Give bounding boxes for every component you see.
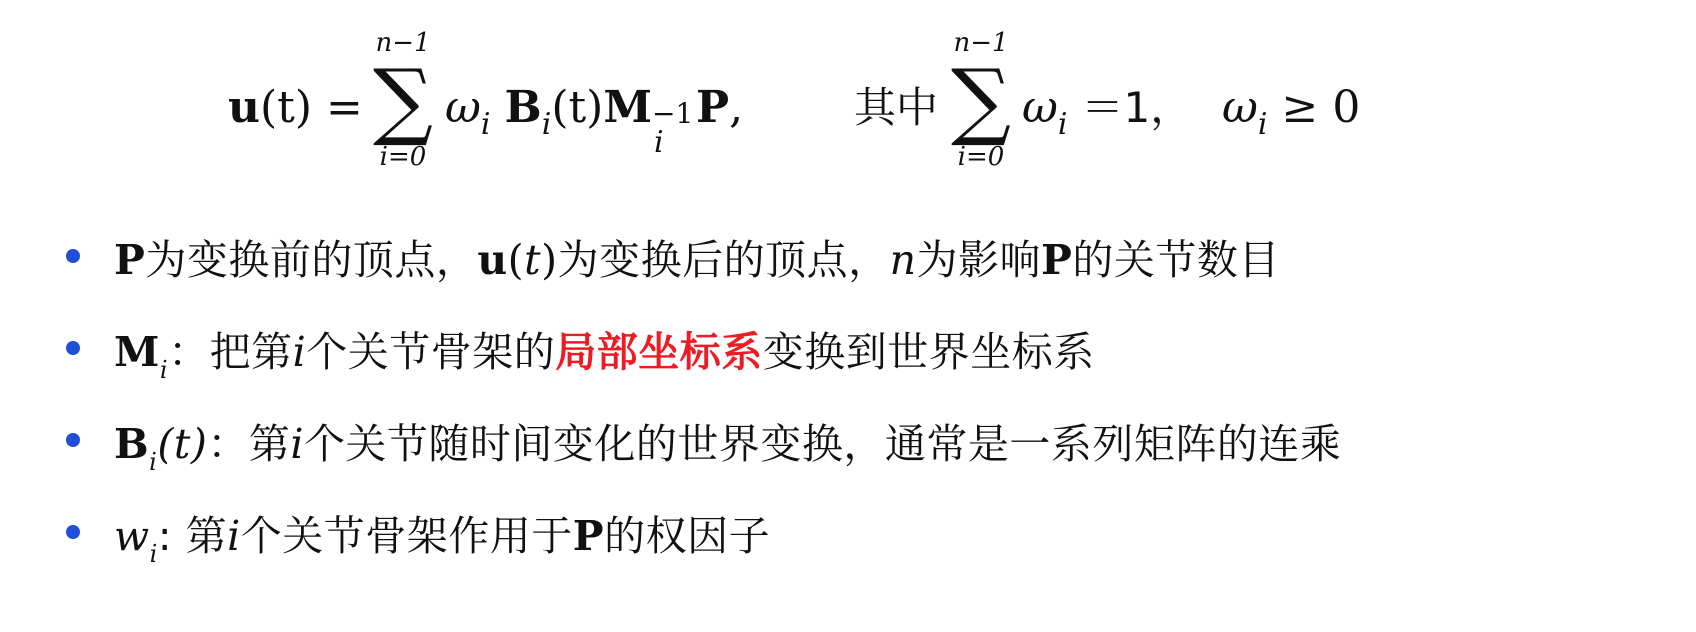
subscript-i: i (159, 355, 169, 384)
text-segment: 的权因子 (604, 511, 771, 560)
symbol-M: M (114, 327, 160, 376)
symbol-t: t (524, 235, 542, 284)
symbol-u: u (477, 235, 508, 284)
text-segment: 个关节骨架作用于 (240, 511, 573, 560)
sum-lower-limit: i=0 (957, 142, 1005, 172)
symbol-i: i (292, 327, 307, 376)
formula-block (0, 0, 1696, 215)
subscript-i: i (149, 447, 158, 476)
M-superscript: −1 (652, 97, 694, 130)
symbol-P: P (1041, 235, 1073, 284)
formula-right-constraint (1222, 82, 1361, 142)
symbol-B: B (504, 82, 542, 133)
symbol-P: P (114, 235, 146, 284)
bullet-text (114, 503, 771, 568)
paren-open: ( (507, 235, 525, 284)
formula-left-rhs (445, 82, 744, 160)
symbol-i: i (227, 511, 241, 560)
omega-subscript: i (1057, 107, 1068, 142)
symbol-P: P (696, 82, 730, 133)
text-segment: 为变换前的顶点， (145, 235, 478, 284)
equals-one: ＝1， (1081, 83, 1193, 132)
formula-left-sum (368, 30, 438, 170)
subscript-i: i (149, 539, 158, 568)
sum-upper-limit: n−1 (953, 28, 1009, 58)
symbol-t-arg: (t) (157, 419, 208, 468)
bullet-dot-icon (66, 249, 80, 263)
B-arg: (t) (551, 82, 604, 133)
symbol-M: M (603, 82, 653, 133)
text-segment: 为影响 (916, 235, 1042, 284)
list-item (66, 502, 771, 568)
list-item (66, 226, 1280, 286)
formula-right-rhs (1022, 82, 1193, 142)
bullet-text (114, 319, 1095, 384)
text-segment: ：第 (207, 419, 291, 468)
sum-lower-limit: i=0 (379, 142, 427, 172)
highlight-text: 局部坐标系 (555, 327, 763, 376)
symbol-u: u (228, 82, 260, 133)
symbol-i: i (290, 419, 304, 468)
sum-symbol: ∑ (373, 51, 433, 149)
symbol-omega: ω (1022, 82, 1058, 133)
sum-upper-limit: n−1 (375, 28, 431, 58)
list-item (66, 318, 1095, 384)
formula-right-sum (946, 30, 1016, 170)
bullet-dot-icon (66, 525, 80, 539)
M-subscript: i (654, 125, 664, 160)
symbol-w: w (114, 511, 150, 560)
paren-close: ) (541, 235, 558, 284)
bullet-text (114, 411, 1342, 476)
omega-subscript: i (1257, 107, 1268, 142)
qizhong-text: 其中 (854, 83, 939, 132)
formula-right-prefix (854, 83, 939, 132)
bullet-text (114, 227, 1280, 286)
text-segment: 变换到世界坐标系 (762, 327, 1095, 376)
symbol-B: B (114, 419, 150, 468)
symbol-P: P (572, 511, 605, 560)
geq-zero: ≥ 0 (1281, 82, 1361, 133)
symbol-omega: ω (1222, 82, 1258, 133)
text-segment: 的关节数目 (1072, 235, 1280, 284)
omega-subscript: i (480, 107, 491, 142)
text-segment: 个关节随时间变化的世界变换，通常是一系列矩阵的连乘 (303, 419, 1342, 468)
formula-left-arg: (t) = (260, 82, 363, 133)
sum-symbol: ∑ (951, 51, 1011, 149)
formula-left-trail: , (729, 82, 744, 133)
text-segment: 为变换后的顶点， (557, 235, 890, 284)
text-segment: 个关节骨架的 (306, 327, 556, 376)
formula-left-lhs (228, 82, 363, 133)
text-segment: ：把第 (168, 327, 293, 376)
bullet-dot-icon (66, 433, 80, 447)
bullet-dot-icon (66, 341, 80, 355)
B-subscript: i (541, 107, 552, 142)
list-item (66, 410, 1342, 476)
symbol-n: n (889, 235, 917, 284)
text-segment: : 第 (157, 511, 228, 560)
symbol-omega: ω (445, 82, 481, 133)
